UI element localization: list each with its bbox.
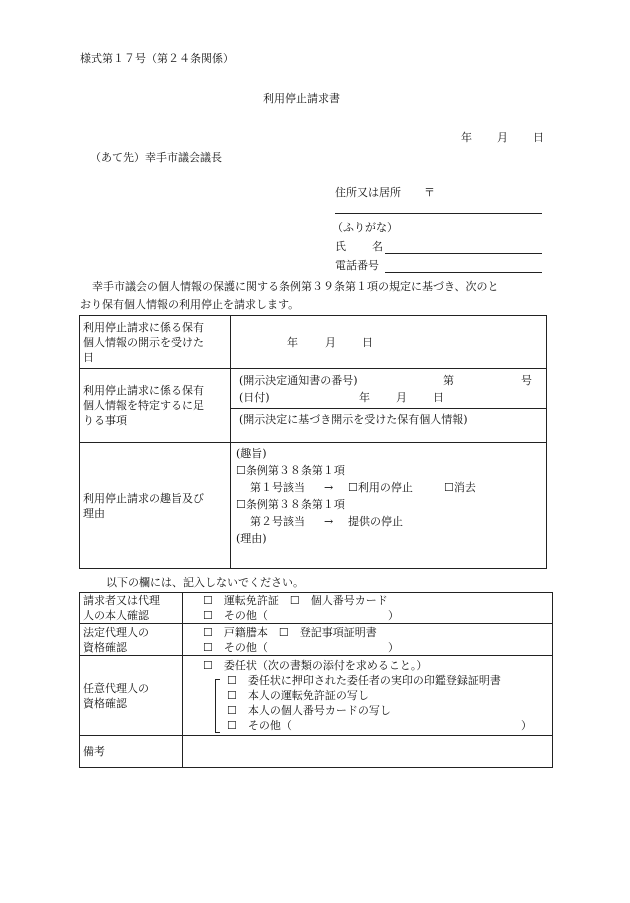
form-number: 様式第１７号（第２４条関係） [80, 52, 234, 65]
name-line[interactable] [385, 253, 542, 254]
remarks-field[interactable] [183, 736, 553, 768]
voluntary-agent-label: 任意代理人の 資格確認 [80, 656, 183, 736]
phone-line[interactable] [385, 272, 542, 273]
addressee: （あて先）幸手市議会議長 [90, 151, 222, 164]
legal-agent-label: 法定代理人の 資格確認 [80, 624, 183, 656]
identity-check-label: 請求者又は代理 人の本人確認 [80, 593, 183, 624]
address-line[interactable] [335, 213, 542, 214]
disclosure-date-field[interactable]: 年 月 日 [231, 316, 547, 369]
option-erase[interactable]: ☐消去 [444, 481, 476, 494]
date-day-label: 日 [533, 131, 544, 144]
disclosure-date-row [80, 316, 547, 369]
bracket-mark [215, 679, 220, 733]
option-clause-1[interactable]: ☐条例第３８条第１項 [236, 464, 345, 477]
identify-info-label: 利用停止請求に係る保有 個人情報を特定するに足 りる事項 [80, 369, 231, 443]
office-table [79, 592, 553, 768]
identity-check-field[interactable]: ☐ 運転免許証 ☐ 個人番号カード ☐ その他（ ） [183, 593, 553, 624]
identity-check-row [80, 593, 553, 624]
office-note: 以下の欄には、記入しないでください。 [106, 576, 304, 589]
purpose-reason-label: 利用停止請求の趣旨及び 理由 [80, 443, 231, 569]
name-label-1: 氏 [335, 240, 346, 253]
date-year-label: 年 [461, 131, 472, 144]
remarks-row [80, 736, 553, 768]
furigana-label: （ふりがな） [332, 221, 398, 234]
voluntary-agent-field[interactable]: ☐ 委任状（次の書類の添付を求めること。） ☐ 委任状に押印された委任者の実印の印鑑登録証明書 ☐ 本人の運転免許証の写し ☐ 本人の個人番号カードの写し ☐ その他（ ） [183, 656, 553, 736]
option-stop-use[interactable]: ☐利用の停止 [348, 481, 413, 494]
legal-agent-row [80, 624, 553, 656]
postal-mark: 〒 [424, 186, 435, 199]
identify-info-field[interactable]: (開示決定通知書の番号) 第 号 (日付) 年 月 日 (開示決定に基づき開示を受けた保有個人情報) [231, 369, 547, 443]
request-table [79, 315, 547, 569]
disclosure-date-label: 利用停止請求に係る保有 個人情報の開示を受けた 日 [80, 316, 231, 369]
identify-info-row [80, 369, 547, 443]
remarks-label: 備考 [80, 736, 183, 768]
purpose-reason-field[interactable]: (趣旨) ☐条例第３８条第１項 第１号該当 → ☐利用の停止 ☐消去 ☐条例第３８条第１項 第２号該当 → 提供の停止 (理由) [231, 443, 547, 569]
voluntary-agent-row [80, 656, 553, 736]
name-label-2: 名 [372, 240, 383, 253]
legal-agent-field[interactable]: ☐ 戸籍謄本 ☐ 登記事項証明書 ☐ その他（ ） [183, 624, 553, 656]
form-title: 利用停止請求書 [263, 92, 340, 105]
option-clause-2[interactable]: ☐条例第３８条第１項 [236, 498, 345, 511]
address-label: 住所又は居所 [335, 186, 401, 199]
intro-line-1: 幸手市議会の個人情報の保護に関する条例第３９条第１項の規定に基づき、次のと [92, 280, 499, 293]
purpose-reason-row [80, 443, 547, 569]
intro-line-2: おり保有個人情報の利用停止を請求します。 [80, 298, 300, 311]
date-month-label: 月 [497, 131, 508, 144]
phone-label: 電話番号 [335, 259, 379, 272]
